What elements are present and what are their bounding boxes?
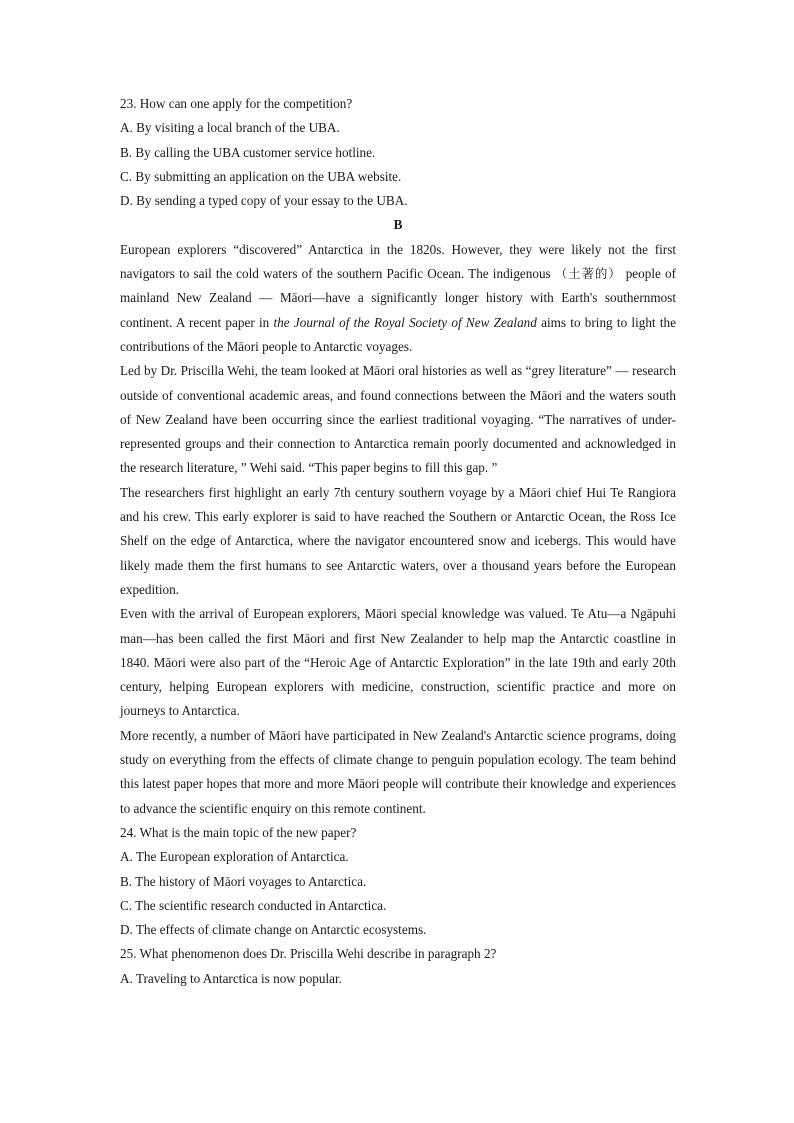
journal-title: the Journal of the Royal Society of New Zealand <box>273 314 537 330</box>
question-24-option-a: A. The European exploration of Antarctica. <box>120 849 349 865</box>
question-23-option-a: A. By visiting a local branch of the UBA. <box>120 120 340 136</box>
paragraph-1-text-b: people of mainland New Zealand — Māori—have a significantly longer history with Earth's southernmost continent. A recent paper in <box>120 266 676 330</box>
question-25 <box>120 942 676 991</box>
question-23 <box>120 92 676 213</box>
question-24-stem: 24. What is the main topic of the new paper? <box>120 824 357 840</box>
question-25-option-a: A. Traveling to Antarctica is now popular. <box>120 970 342 986</box>
paragraph-1-gloss: （土著的） <box>554 266 622 282</box>
question-24-option-c: C. The scientific research conducted in Antarctica. <box>120 897 387 913</box>
passage-b-paragraph-3: The researchers first highlight an early 7th century southern voyage by a Māori chief Hui Te Rangiora and his crew. This early explorer is said to have reached the Southern or Antarctic Ocean, the Ross Ice Shelf on the edge of Antarctica, where the navigator encountered snow and icebergs. This would have likely made them the first humans to see Antarctic waters, over a thousand years before the European expedition. <box>120 484 676 597</box>
question-24-option-b: B. The history of Māori voyages to Antarctica. <box>120 873 367 889</box>
passage-b-paragraph-5: More recently, a number of Māori have participated in New Zealand's Antarctic science programs, doing study on everything from the effects of climate change to penguin population ecology. The team behind this latest paper hopes that more and more Māori people will contribute their knowledge and experiences to advance the scientific enquiry on this remote continent. <box>120 727 676 816</box>
passage-b-paragraph-2: Led by Dr. Priscilla Wehi, the team looked at Māori oral histories as well as “grey literature” — research outside of conventional academic areas, and found connections between the Māori and the waters south of New Zealand have been occurring since the earliest traditional voyaging. “The narratives of under-represented groups and their connection to Antarctica remain poorly documented and acknowledged in the research literature, ” Wehi said. “This paper begins to fill this gap. ” <box>120 363 676 476</box>
question-23-option-c: C. By submitting an application on the UBA website. <box>120 168 402 184</box>
paragraph-1-text-a: European explorers “discovered” Antarctica in the 1820s. However, they were likely not the first navigators to sail the cold waters of the southern Pacific Ocean. The indigenous <box>120 241 676 282</box>
question-24 <box>120 821 676 942</box>
question-23-option-d: D. By sending a typed copy of your essay to the UBA. <box>120 193 408 209</box>
document-page <box>120 92 676 991</box>
paragraph-1-text-c: aims to bring to light the contributions of the Māori people to Antarctic voyages. <box>120 314 676 354</box>
question-25-stem: 25. What phenomenon does Dr. Priscilla Wehi describe in paragraph 2? <box>120 946 497 962</box>
passage-b-paragraph-1 <box>120 238 676 359</box>
passage-b-paragraph-4: Even with the arrival of European explorers, Māori special knowledge was valued. Te Atu—a Ngāpuhi man—has been called the first Māori and first New Zealander to help map the Antarctic coastline in 1840. Māori were also part of the “Heroic Age of Antarctic Exploration” in the late 19th and early 20th century, helping European explorers with medicine, construction, scientific practice and more on journeys to Antarctica. <box>120 606 676 719</box>
passage-b-title: B <box>393 217 403 233</box>
question-23-option-b: B. By calling the UBA customer service hotline. <box>120 144 376 160</box>
question-23-stem: 23. How can one apply for the competition? <box>120 96 353 111</box>
question-24-option-d: D. The effects of climate change on Antarctic ecosystems. <box>120 922 427 938</box>
